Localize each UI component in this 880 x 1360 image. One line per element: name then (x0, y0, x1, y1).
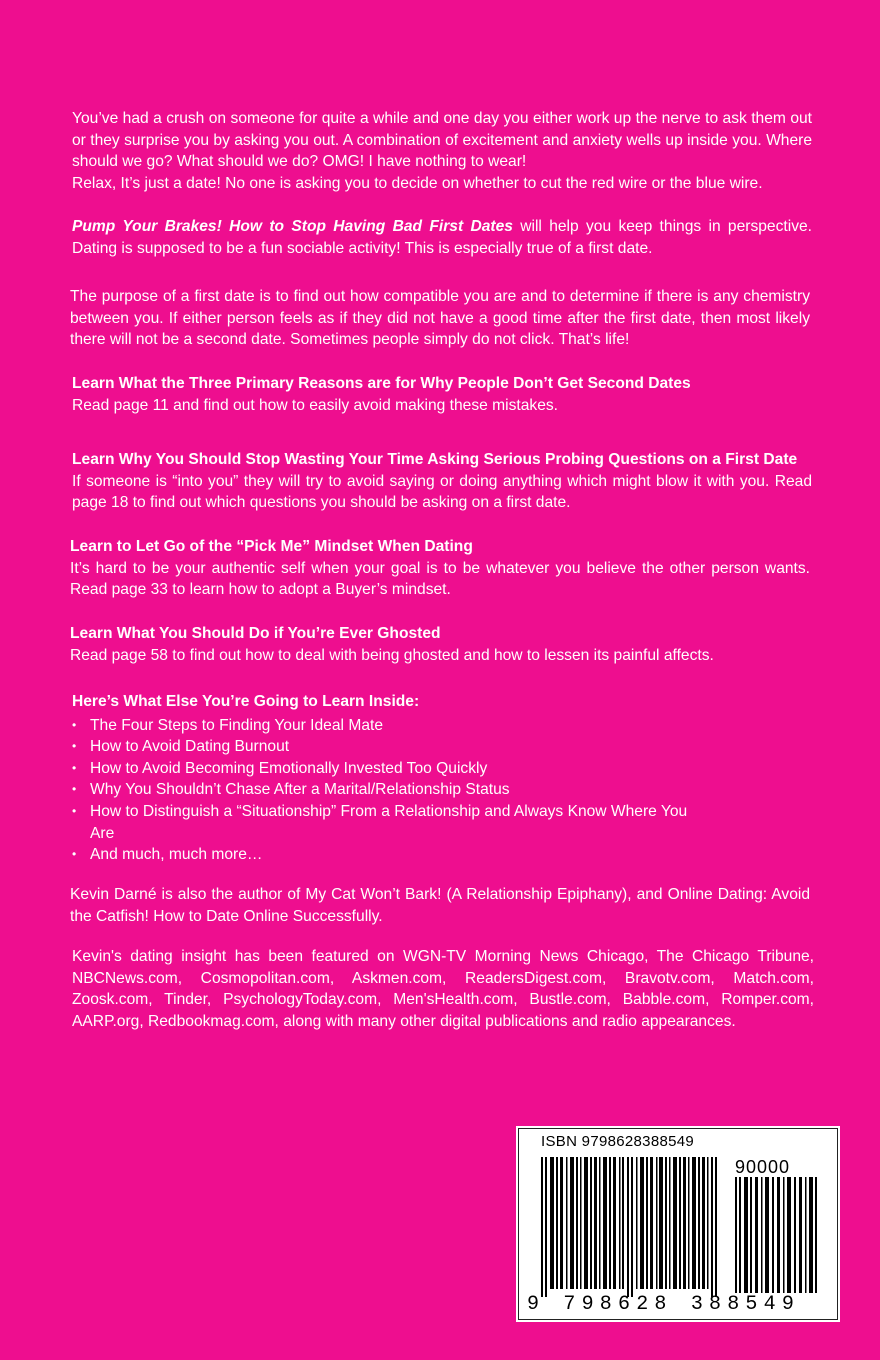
intro-text-1: You’ve had a crush on someone for quite a while and one day you either work up the nerve to ask them out or they surprise you by asking you out. A combination of excitement and anxiety wells up inside you. Where should we go? What should we do? OMG! I have nothing to wear! (72, 110, 812, 171)
author-note (70, 884, 810, 927)
list-item: • Why You Shouldn’t Chase After a Marital/Relationship Status (72, 779, 812, 801)
barcode-bars (541, 1157, 717, 1297)
featured-text: Kevin's dating insight has been featured on WGN-TV Morning News Chicago, The Chicago Tribune, NBCNews.com, Cosmopolitan.com, Askmen.com, ReadersDigest.com, Bravotv.com, Match.com, Zoosk.com, Tinder, PsychologyToday.com, Men'sHealth.com, Bustle.com, Babble.com, Romper.com, AARP.org, Redbookmag.com, along with many other digital publications and radio appearances. (72, 948, 814, 1030)
book-title: Pump Your Brakes! How to Stop Having Bad First Dates (72, 218, 513, 235)
book-title-paragraph-text: will help you keep things in perspective. Dating is supposed to be a fun sociable activity! This is especially true of a first date. (72, 218, 812, 257)
intro-text-2: Relax, It’s just a date! No one is asking you to decide on whether to cut the red wire or the blue wire. (72, 174, 763, 192)
price-code: 90000 (735, 1157, 791, 1177)
ean-digits: 9 798628 388549 (527, 1293, 801, 1316)
section-heading: Learn What You Should Do if You’re Ever Ghosted (70, 625, 441, 642)
list-item: • The Four Steps to Finding Your Ideal Mate (72, 715, 812, 737)
book-title-paragraph (72, 216, 812, 259)
isbn-barcode (518, 1128, 838, 1320)
section-body: Read page 11 and find out how to easily avoid making these mistakes. (72, 396, 559, 414)
section-3 (70, 536, 810, 601)
section-body: If someone is “into you” they will try to avoid saying or doing anything which might blow it with you. Read page 18 to find out which questions you should be asking on a first date. (72, 472, 812, 512)
isbn-label: ISBN 9798628388549 (541, 1133, 695, 1150)
section-heading: Learn Why You Should Stop Wasting Your Time Asking Serious Probing Questions on a First Date (72, 451, 798, 468)
section-heading: Learn What the Three Primary Reasons are for Why People Don’t Get Second Dates (72, 375, 691, 392)
list-item: • How to Avoid Dating Burnout (72, 736, 812, 758)
author-note-text: Kevin Darné is also the author of My Cat Won’t Bark! (A Relationship Epiphany), and Online Dating: Avoid the Catfish! How to Date Online Successfully. (70, 886, 810, 925)
purpose-paragraph (70, 286, 810, 351)
intro-paragraph (72, 108, 812, 194)
learn-inside-heading: Here’s What Else You’re Going to Learn Inside: (72, 693, 420, 710)
section-body: It’s hard to be your authentic self when your goal is to be whatever you believe the other person wants. Read page 33 to learn how to adopt a Buyer’s mindset. (70, 559, 810, 599)
list-item: • How to Distinguish a “Situationship” From a Relationship and Always Know Where You Are (72, 801, 710, 844)
section-heading: Learn to Let Go of the “Pick Me” Mindset When Dating (70, 538, 473, 555)
learn-inside-section (72, 691, 812, 866)
price-barcode-bars (735, 1177, 819, 1293)
section-1 (72, 373, 812, 416)
learn-inside-list (72, 715, 812, 866)
list-item: • How to Avoid Becoming Emotionally Invested Too Quickly (72, 758, 812, 780)
section-4 (70, 623, 810, 666)
section-body: Read page 58 to find out how to deal with being ghosted and how to lessen its painful affects. (70, 646, 714, 664)
section-2 (72, 449, 812, 514)
purpose-text: The purpose of a first date is to find out how compatible you are and to determine if there is any chemistry between you. If either person feels as if they did not have a good time after the first date, then most likely there will not be a second date. Sometimes people simply do not click. That’s life! (70, 288, 810, 349)
featured-paragraph (72, 946, 814, 1032)
list-item: • And much, much more… (72, 844, 812, 866)
